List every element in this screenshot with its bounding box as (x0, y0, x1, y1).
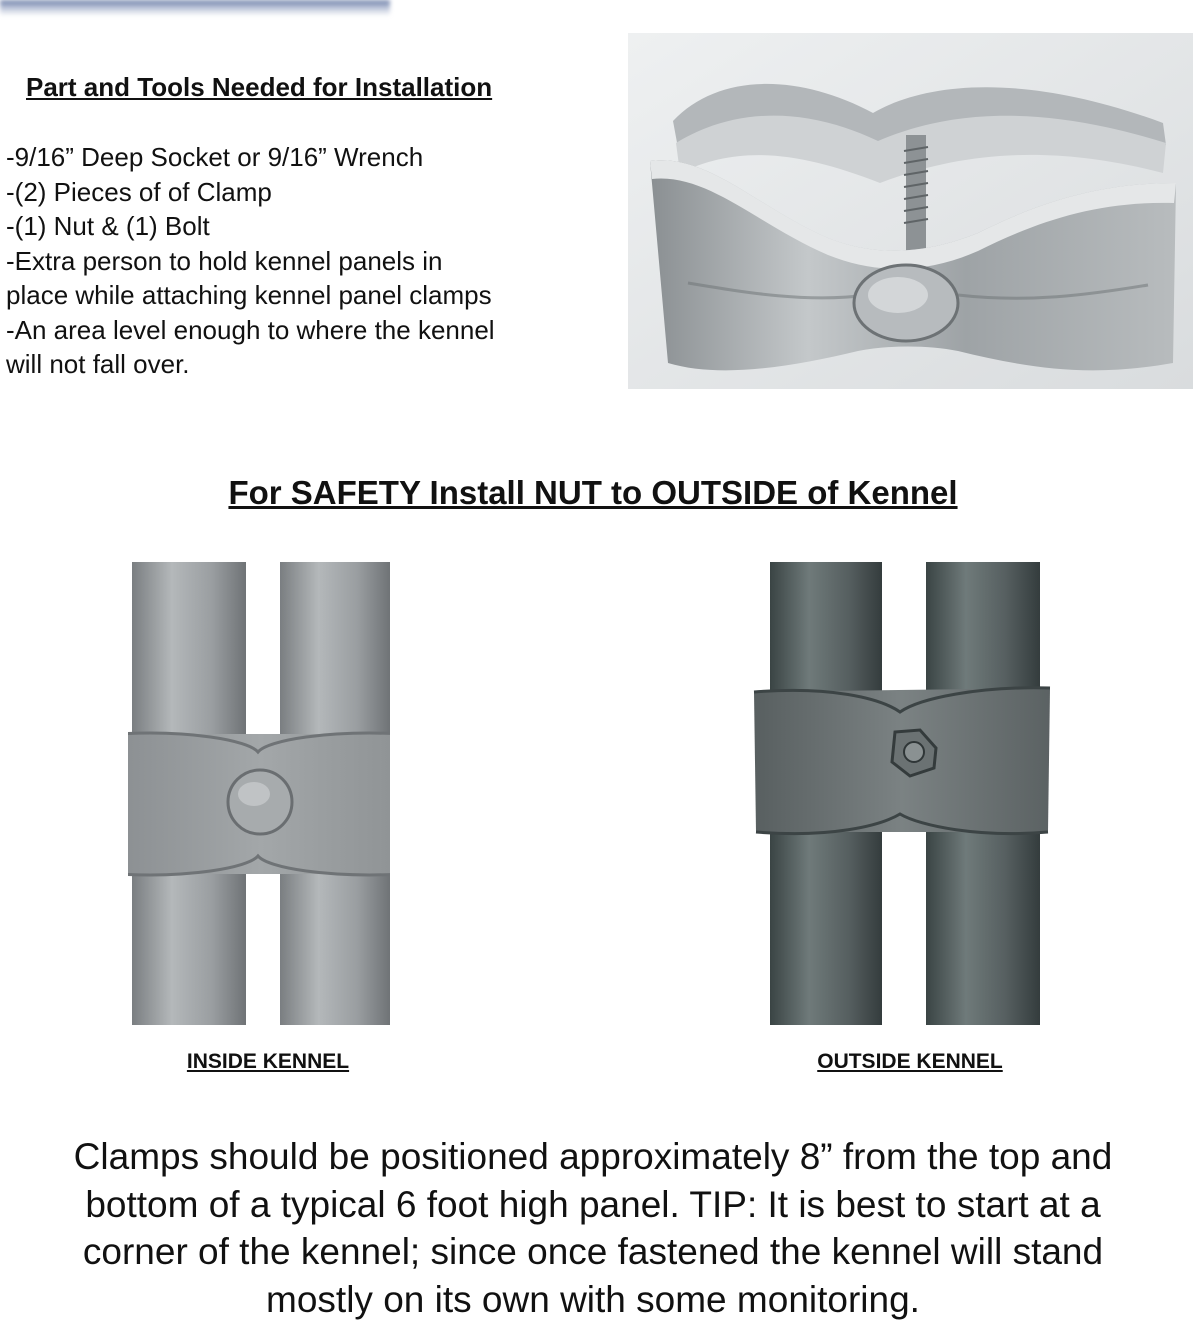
parts-list-item: -(2) Pieces of of Clamp (6, 176, 272, 207)
outside-kennel-caption: OUTSIDE KENNEL (817, 1050, 1003, 1073)
outside-kennel-photo (750, 562, 1052, 1025)
safety-heading: For SAFETY Install NUT to OUTSIDE of Kennel (228, 474, 958, 511)
parts-list-item: -9/16” Deep Socket or 9/16” Wrench (6, 142, 424, 172)
clamp-parts-photo (628, 33, 1193, 389)
parts-list-item: place while attaching kennel panel clamps (6, 280, 492, 310)
inside-kennel-caption: INSIDE KENNEL (186, 1050, 350, 1073)
parts-list-item: -(1) Nut & (1) Bolt (6, 211, 210, 241)
parts-list-item: will not fall over. (6, 349, 190, 379)
parts-list-item: -Extra person to hold kennel panels in (6, 245, 443, 276)
inside-kennel-photo (128, 562, 390, 1025)
top-cropped-banner (0, 0, 390, 16)
parts-list (6, 140, 566, 382)
positioning-tip-text: Clamps should be positioned approximately 8” from the top and bottom of a typical 6 foot high panel. TIP: It is best to start at a corner of the kennel; since once fastened the kennel will stand mostly on its own with some monitoring. (73, 1136, 1113, 1320)
parts-heading: Part and Tools Needed for Installation (26, 72, 493, 102)
parts-list-item: -An area level enough to where the kennel (6, 314, 495, 345)
